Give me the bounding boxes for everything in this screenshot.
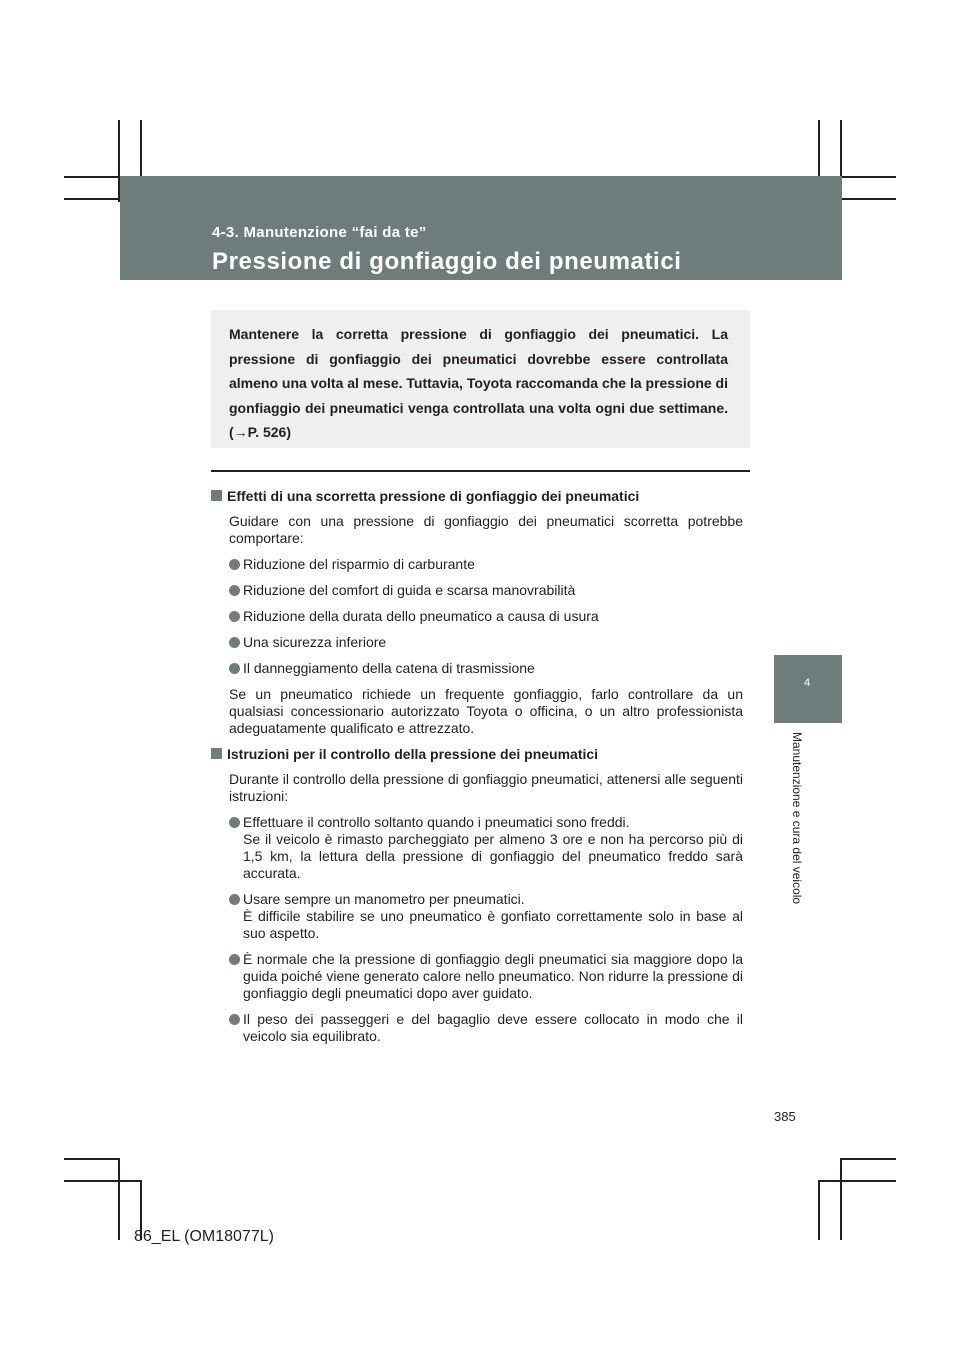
circle-bullet-icon bbox=[229, 663, 240, 674]
circle-bullet-icon bbox=[229, 954, 240, 965]
paragraph: Durante il controllo della pressione di gonfiaggio pneumatici, attenersi alle seguenti istruzioni: bbox=[229, 771, 743, 804]
circle-bullet-icon bbox=[229, 637, 240, 648]
crop-mark bbox=[818, 1180, 896, 1182]
intro-text: Mantenere la corretta pressione di gonfiaggio dei pneumatici. La pressione di gonfiaggio dei pneumatici dovrebbe essere controllata almeno una volta al mese. Tuttavia, Toyota raccomanda che la pressione di gonfiaggio dei pneumatici venga controllata una volta ogni due settimane. (→P. 526) bbox=[229, 326, 728, 440]
section-label: 4-3. Manutenzione “fai da te” bbox=[212, 224, 427, 241]
square-bullet-icon bbox=[211, 490, 222, 501]
list-item: Il danneggiamento della catena di trasmissione bbox=[229, 660, 743, 677]
page-title: Pressione di gonfiaggio dei pneumatici bbox=[212, 248, 682, 275]
circle-bullet-icon bbox=[229, 894, 240, 905]
document-code: 86_EL (OM18077L) bbox=[134, 1228, 274, 1245]
crop-mark bbox=[842, 198, 896, 200]
page-number: 385 bbox=[774, 1109, 796, 1124]
crop-mark bbox=[818, 1180, 820, 1240]
chapter-number: 4 bbox=[804, 677, 811, 689]
section-heading bbox=[211, 746, 743, 763]
list-item: Riduzione del comfort di guida e scarsa manovrabilità bbox=[229, 582, 743, 599]
list-item: Riduzione della durata dello pneumatico a causa di usura bbox=[229, 608, 743, 625]
paragraph: Guidare con una pressione di gonfiaggio dei pneumatici scorretta potrebbe comportare: bbox=[229, 513, 743, 546]
list-item: È normale che la pressione di gonfiaggio degli pneumatici sia maggiore dopo la guida poiché viene generato calore nello pneumatico. Non ridurre la pressione di gonfiaggio degli pneumatici dopo aver guidato. bbox=[229, 951, 743, 1002]
circle-bullet-icon bbox=[229, 817, 240, 828]
chapter-label: Manutenzione e cura del veicolo bbox=[790, 732, 804, 905]
circle-bullet-icon bbox=[229, 559, 240, 570]
list-item: Una sicurezza inferiore bbox=[229, 634, 743, 651]
paragraph: Se un pneumatico richiede un frequente gonfiaggio, farlo controllare da un qualsiasi concessionario autorizzato Toyota o officina, o un altro professionista adeguatamente qualificato e attrezzato. bbox=[229, 686, 743, 736]
crop-mark bbox=[118, 1158, 120, 1240]
crop-mark bbox=[840, 1158, 896, 1160]
crop-mark bbox=[840, 1158, 842, 1240]
crop-mark bbox=[64, 1158, 120, 1160]
list-item: Il peso dei passeggeri e del bagaglio deve essere collocato in modo che il veicolo sia equilibrato. bbox=[229, 1011, 743, 1045]
circle-bullet-icon bbox=[229, 585, 240, 596]
list-item: Effettuare il controllo soltanto quando i pneumatici sono freddi. Se il veicolo è rimasto parcheggiato per almeno 3 ore e non ha percorso più di 1,5 km, la lettura della pressione di gonfiaggio del pneumatico freddo sarà accurata. bbox=[229, 814, 743, 882]
chapter-tab bbox=[774, 655, 842, 723]
crop-mark bbox=[64, 198, 120, 200]
list-item: Usare sempre un manometro per pneumatici. È difficile stabilire se uno pneumatico è gonfiato correttamente solo in base al suo aspetto. bbox=[229, 891, 743, 942]
main-content bbox=[211, 488, 743, 1054]
crop-mark bbox=[64, 1180, 142, 1182]
square-bullet-icon bbox=[211, 748, 222, 759]
divider bbox=[211, 470, 750, 472]
circle-bullet-icon bbox=[229, 611, 240, 622]
circle-bullet-icon bbox=[229, 1014, 240, 1025]
page-header bbox=[120, 176, 842, 280]
section-heading-text: Effetti di una scorretta pressione di gonfiaggio dei pneumatici bbox=[227, 488, 640, 504]
list-item: Riduzione del risparmio di carburante bbox=[229, 556, 743, 573]
section-heading bbox=[211, 488, 743, 505]
intro-box bbox=[211, 310, 750, 448]
section-heading-text: Istruzioni per il controllo della pressione dei pneumatici bbox=[227, 746, 599, 762]
